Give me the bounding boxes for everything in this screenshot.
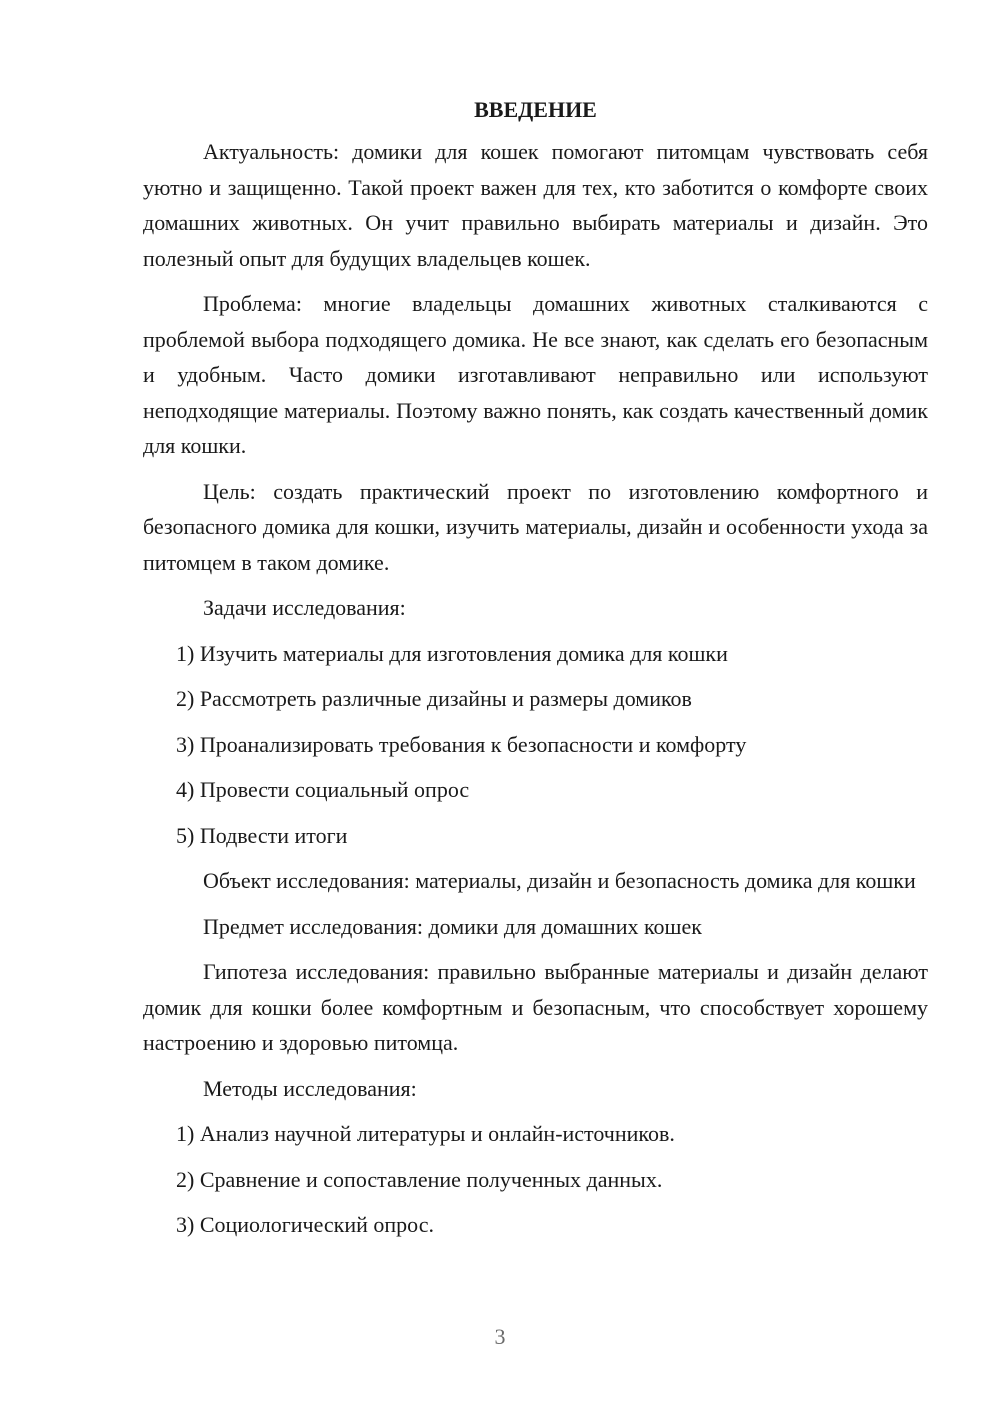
task-item: 5) Подвести итоги [176,822,348,848]
page-number: 3 [494,1324,506,1349]
subject-paragraph: Предмет исследования: домики для домашних кошек [203,913,702,939]
section-title: ВВЕДЕНИЕ [474,97,597,122]
relevance-paragraph: Актуальность: домики для кошек помогают питомцам чувствовать себя уютно и защищенно. Такой проект важен для тех, кто заботится о комфорте своих домашних животных. Он учит правильно выбирать материалы и дизайн. Это полезный опыт для будущих владельцев кошек. [143,139,928,271]
object-paragraph: Объект исследования: материалы, дизайн и безопасность домика для кошки [203,868,916,893]
method-item: 3) Социологический опрос. [176,1212,434,1237]
problem-paragraph: Проблема: многие владельцы домашних животных сталкиваются с проблемой выбора подходящего домика. Не все знают, как сделать его безопасным и удобным. Часто домики изготавливают неправильно или используют неподходящие материалы. Поэтому важно понять, как создать качественный домик для кошки. [143,291,928,458]
task-item: 2) Рассмотреть различные дизайны и размеры домиков [176,686,692,711]
tasks-list [143,636,928,854]
task-item: 3) Проанализировать требования к безопасности и комфорту [176,731,747,757]
method-item: 1) Анализ научной литературы и онлайн-источников. [176,1121,675,1146]
goal-paragraph: Цель: создать практический проект по изготовлению комфортного и безопасного домика для кошки, изучить материалы, дизайн и особенности ухода за питомцем в таком домике. [143,478,928,575]
tasks-heading: Задачи исследования: [203,595,406,620]
task-item: 1) Изучить материалы для изготовления домика для кошки [176,640,728,666]
methods-list [143,1116,928,1243]
methods-heading: Методы исследования: [203,1075,417,1101]
hypothesis-paragraph: Гипотеза исследования: правильно выбранные материалы и дизайн делают домик для кошки более комфортным и безопасным, что способствует хорошему настроению и здоровью питомца. [143,959,928,1055]
task-item: 4) Провести социальный опрос [176,777,470,802]
page-content [143,92,928,1253]
method-item: 2) Сравнение и сопоставление полученных данных. [176,1166,663,1192]
